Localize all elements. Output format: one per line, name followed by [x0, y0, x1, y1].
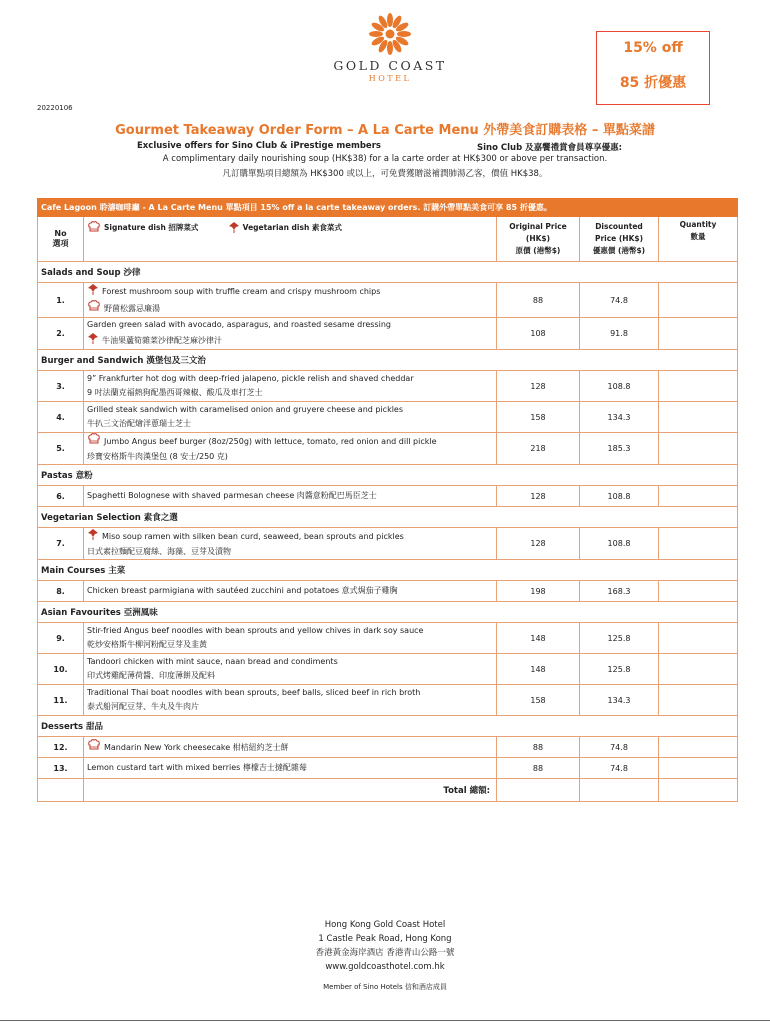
item-description — [84, 685, 497, 716]
item-number: 2. — [38, 318, 84, 350]
item-name-en: Traditional Thai boat noodles with bean sprouts, beef balls, sliced beef in rich broth — [87, 688, 421, 697]
item-description — [84, 581, 497, 602]
hotel-logo — [330, 12, 450, 83]
complimentary-en: A complimentary daily nourishing soup (HK$38) for a la carte order at HK$300 or above per transaction. — [162, 154, 608, 164]
header-original-1: Original Price — [509, 222, 567, 231]
header-original — [497, 217, 580, 262]
legend-vegetarian: Vegetarian dish 素食菜式 — [242, 223, 342, 232]
item-number: 9. — [38, 623, 84, 654]
banner-row — [38, 199, 738, 217]
item-number: 1. — [38, 283, 84, 318]
item-description — [84, 283, 497, 318]
menu-item-row — [38, 654, 738, 685]
header-no-en: No — [54, 229, 67, 238]
item-number: 8. — [38, 581, 84, 602]
item-description — [84, 654, 497, 685]
item-quantity-field[interactable] — [659, 623, 738, 654]
footer-member: Member of Sino Hotels 信和酒店成員 — [323, 983, 447, 991]
item-description — [84, 528, 497, 560]
item-name-en: Forest mushroom soup with truffle cream and crispy mushroom chips — [102, 287, 381, 296]
item-name-en: Mandarin New York cheesecake 柑桔紐約芝士餅 — [104, 742, 289, 752]
item-name-en: Lemon custard tart with mixed berries 檸檬吉士撻配雜莓 — [87, 763, 307, 772]
header-qty-1: Quantity — [679, 220, 717, 229]
item-name-en: Grilled steak sandwich with caramelised onion and gruyere cheese and pickles — [87, 405, 404, 414]
menu-item-row — [38, 318, 738, 350]
item-original-price: 88 — [497, 283, 580, 318]
item-name-zh: 乾炒安格斯牛柳河粉配豆芽及韭黃 — [87, 640, 207, 649]
page-title: Gourmet Takeaway Order Form – A La Carte Menu 外帶美食訂購表格 – 單點菜譜 — [115, 123, 655, 138]
order-form — [37, 198, 737, 802]
item-original-price: 108 — [497, 318, 580, 350]
item-quantity-field[interactable] — [659, 685, 738, 716]
item-quantity-field[interactable] — [659, 581, 738, 602]
item-quantity-field[interactable] — [659, 371, 738, 402]
item-number: 12. — [38, 737, 84, 758]
menu-table — [37, 198, 738, 802]
item-discounted-price: 125.8 — [580, 654, 659, 685]
item-name-en: Miso soup ramen with silken bean curd, seaweed, bean sprouts and pickles — [102, 532, 404, 541]
section-title: Vegetarian Selection 素食之選 — [38, 507, 738, 528]
item-original-price: 128 — [497, 371, 580, 402]
header-no-zh: 選項 — [52, 239, 69, 248]
menu-item-row — [38, 371, 738, 402]
banner-text: Cafe Lagoon 聆濤咖啡廳 - A La Carte Menu 單點項目 15% off a la carte takeaway orders. 訂購外帶單點美食可享 85 折優惠。 — [38, 199, 738, 217]
chef-hat-icon — [87, 221, 101, 235]
footer-website: www.goldcoasthotel.com.hk — [325, 962, 445, 972]
item-name-en: Chicken breast parmigiana with sautéed zucchini and potatoes 意式焗茄子雞胸 — [87, 586, 398, 595]
item-description — [84, 623, 497, 654]
item-name-zh: 日式素拉麵配豆腐絲、海藻、豆芽及漬物 — [87, 547, 231, 556]
item-number: 7. — [38, 528, 84, 560]
item-name-en: Garden green salad with avocado, asparagus, and roasted sesame dressing — [87, 320, 391, 329]
menu-item-row — [38, 685, 738, 716]
offer-line-2: 85 折優惠 — [619, 75, 687, 91]
section-header — [38, 507, 738, 528]
hotel-sub: HOTEL — [368, 74, 412, 83]
total-quantity-field[interactable] — [659, 779, 738, 802]
item-description — [84, 402, 497, 433]
item-name-zh: 印式烤雞配薄荷醬、印度薄餅及配料 — [87, 671, 215, 680]
item-original-price: 128 — [497, 528, 580, 560]
item-discounted-price: 108.8 — [580, 486, 659, 507]
section-header — [38, 262, 738, 283]
item-quantity-field[interactable] — [659, 486, 738, 507]
header-original-3: 原價 (港幣$) — [515, 246, 561, 255]
item-original-price: 158 — [497, 685, 580, 716]
section-title: Asian Favourites 亞洲風味 — [38, 602, 738, 623]
item-number: 10. — [38, 654, 84, 685]
header-no — [38, 217, 84, 262]
offer-line-1: 15% off — [623, 40, 683, 56]
header-discount — [580, 217, 659, 262]
item-quantity-field[interactable] — [659, 654, 738, 685]
offer-box — [596, 31, 710, 105]
vegetarian-icon — [87, 332, 99, 349]
header-quantity — [659, 217, 738, 262]
legend-signature: Signature dish 招牌菜式 — [104, 223, 199, 232]
menu-item-row — [38, 402, 738, 433]
item-name-zh: 珍寶安格斯牛肉漢堡包 (8 安士/250 克) — [87, 452, 228, 461]
complimentary-zh: 凡訂購單點項目總額為 HK$300 或以上，可免費獲贈滋補潤肺湯乙客，價值 HK$38。 — [222, 169, 548, 179]
total-label: Total 總額: — [84, 779, 497, 802]
item-number: 6. — [38, 486, 84, 507]
item-quantity-field[interactable] — [659, 318, 738, 350]
item-discounted-price: 74.8 — [580, 737, 659, 758]
item-number: 13. — [38, 758, 84, 779]
vegetarian-icon — [87, 283, 99, 300]
vegetarian-icon — [87, 528, 99, 545]
item-quantity-field[interactable] — [659, 737, 738, 758]
flower-logo-icon — [368, 12, 412, 56]
footer — [0, 918, 770, 994]
item-number: 4. — [38, 402, 84, 433]
section-header — [38, 602, 738, 623]
exclusive-left: Exclusive offers for Sino Club & iPrestige members — [137, 141, 381, 151]
item-name-en: 9” Frankfurter hot dog with deep-fried jalapeno, pickle relish and shaved cheddar — [87, 374, 414, 383]
item-discounted-price: 74.8 — [580, 758, 659, 779]
item-description — [84, 737, 497, 758]
vegetarian-icon — [228, 221, 240, 235]
item-original-price: 88 — [497, 758, 580, 779]
item-quantity-field[interactable] — [659, 283, 738, 318]
section-title: Burger and Sandwich 漢堡包及三文治 — [38, 350, 738, 371]
item-discounted-price: 74.8 — [580, 283, 659, 318]
item-quantity-field[interactable] — [659, 433, 738, 465]
item-name-en: Tandoori chicken with mint sauce, naan bread and condiments — [87, 657, 338, 666]
legend — [84, 217, 497, 262]
item-original-price: 148 — [497, 654, 580, 685]
item-name-zh: 牛油果蘆筍雜菜沙律配芝麻沙律汁 — [102, 336, 222, 345]
header-row — [38, 217, 738, 262]
section-title: Salads and Soup 沙律 — [38, 262, 738, 283]
section-header — [38, 465, 738, 486]
exclusive-offers — [137, 141, 623, 153]
item-original-price: 88 — [497, 737, 580, 758]
total-empty — [580, 779, 659, 802]
total-empty — [38, 779, 84, 802]
menu-item-row — [38, 737, 738, 758]
item-name-en: Spaghetti Bolognese with shaved parmesan cheese 肉醬意粉配巴馬臣芝士 — [87, 491, 377, 500]
item-original-price: 128 — [497, 486, 580, 507]
section-title: Pastas 意粉 — [38, 465, 738, 486]
menu-item-row — [38, 581, 738, 602]
item-description — [84, 433, 497, 465]
item-discounted-price: 91.8 — [580, 318, 659, 350]
section-header — [38, 560, 738, 581]
menu-item-row — [38, 486, 738, 507]
item-quantity-field[interactable] — [659, 402, 738, 433]
header-discount-2: Price (HK$) — [594, 234, 644, 243]
item-name-zh: 野菌松露忌廉湯 — [104, 304, 160, 313]
chef-hat-icon — [87, 433, 101, 450]
item-quantity-field[interactable] — [659, 758, 738, 779]
section-header — [38, 350, 738, 371]
menu-item-row — [38, 433, 738, 465]
item-name-zh: 泰式船河配豆芽、牛丸及牛肉片 — [87, 702, 199, 711]
footer-address-zh: 香港黃金海岸酒店 香港青山公路一號 — [315, 948, 455, 958]
header-discount-3: 優惠價 (港幣$) — [592, 246, 646, 255]
item-original-price: 218 — [497, 433, 580, 465]
section-header — [38, 716, 738, 737]
chef-hat-icon — [87, 739, 101, 756]
item-description — [84, 486, 497, 507]
item-number: 5. — [38, 433, 84, 465]
item-discounted-price: 185.3 — [580, 433, 659, 465]
item-discounted-price: 134.3 — [580, 402, 659, 433]
menu-item-row — [38, 758, 738, 779]
item-original-price: 158 — [497, 402, 580, 433]
item-discounted-price: 108.8 — [580, 528, 659, 560]
item-name-zh: 牛扒三文治配燴洋蔥瑞士芝士 — [87, 419, 191, 428]
item-description — [84, 371, 497, 402]
menu-item-row — [38, 623, 738, 654]
hotel-name: GOLD COAST — [333, 58, 447, 73]
footer-address: 1 Castle Peak Road, Hong Kong — [318, 934, 452, 944]
item-name-zh: 9 吋法蘭克福熱狗配墨西哥辣椒、酸瓜及車打芝士 — [87, 388, 263, 397]
header-discount-1: Discounted — [595, 222, 643, 231]
item-discounted-price: 108.8 — [580, 371, 659, 402]
header-qty-2: 數量 — [690, 232, 706, 241]
item-original-price: 148 — [497, 623, 580, 654]
item-name-en: Jumbo Angus beef burger (8oz/250g) with lettuce, tomato, red onion and dill pickle — [104, 437, 437, 446]
footer-hotel: Hong Kong Gold Coast Hotel — [324, 920, 446, 930]
item-number: 11. — [38, 685, 84, 716]
menu-item-row — [38, 283, 738, 318]
item-name-en: Stir-fried Angus beef noodles with bean sprouts and yellow chives in dark soy sauce — [87, 626, 424, 635]
menu-item-row — [38, 528, 738, 560]
item-discounted-price: 168.3 — [580, 581, 659, 602]
exclusive-right: Sino Club 及嘉饗禮賞會員尊享優惠: — [477, 143, 623, 153]
total-empty — [497, 779, 580, 802]
item-discounted-price: 125.8 — [580, 623, 659, 654]
item-original-price: 198 — [497, 581, 580, 602]
section-title: Main Courses 主菜 — [38, 560, 738, 581]
item-description — [84, 318, 497, 350]
header-original-2: (HK$) — [525, 234, 551, 243]
item-quantity-field[interactable] — [659, 528, 738, 560]
document-date: 20220106 — [37, 104, 73, 112]
chef-hat-icon — [87, 300, 101, 317]
bottom-divider — [0, 1020, 770, 1021]
item-description — [84, 758, 497, 779]
section-title: Desserts 甜品 — [38, 716, 738, 737]
item-number: 3. — [38, 371, 84, 402]
total-row — [38, 779, 738, 802]
item-discounted-price: 134.3 — [580, 685, 659, 716]
